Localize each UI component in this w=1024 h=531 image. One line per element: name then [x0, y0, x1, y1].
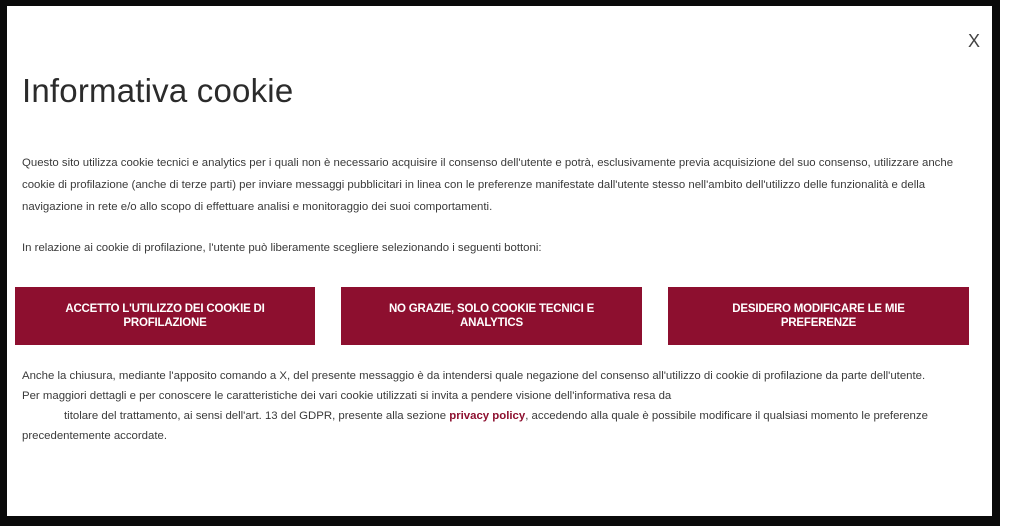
close-notice-text: Anche la chiusura, mediante l'apposito comando a X, del presente messaggio è da intendersi quale negazione del consenso all'utilizzo di cookie di profilazione da parte dell'utente.: [22, 370, 926, 382]
modal-title: Informativa cookie: [22, 72, 294, 109]
details-notice-text: Per maggiori dettagli e per conoscere le caratteristiche dei vari cookie utilizzati si invita a pendere visione dell'informativa resa da: [22, 390, 672, 402]
privacy-notice-before-link: titolare del trattamento, ai sensi dell'art. 13 del GDPR, presente alla sezione: [64, 410, 450, 422]
cookie-footer-notes: [22, 366, 972, 446]
consent-button-row: [15, 287, 975, 345]
close-button[interactable]: X: [967, 31, 980, 51]
accept-profiling-cookies-button[interactable]: ACCETTO L'UTILIZZO DEI COOKIE DI PROFILAZIONE: [15, 287, 315, 345]
technical-cookies-only-button[interactable]: NO GRAZIE, SOLO COOKIE TECNICI E ANALYTICS: [341, 287, 642, 345]
privacy-policy-link[interactable]: privacy policy: [449, 410, 526, 422]
cookie-description-paragraph: Questo sito utilizza cookie tecnici e analytics per i quali non è necessario acquisire il consenso dell'utente e potrà, esclusivamente previa acquisizione del suo consenso, utilizzare anche cookie di profilazione (anche di terze parti) per inviare messaggi pubblicitari in linea con le preferenze manifestate dall'utente stesso nell'ambito dell'utilizzo delle funzionalità e della navigazione in rete e/o allo scopo di effettuare analisi e monitoraggio dei suoi comportamenti.: [22, 157, 954, 213]
privacy-notice-after-link: , accedendo alla quale è possibile modificare il qualsiasi momento le preferenze precedentemente accordate.: [22, 410, 928, 442]
cookie-choice-instruction: In relazione ai cookie di profilazione, l'utente può liberamente scegliere selezionando i seguenti bottoni:: [22, 242, 542, 254]
cookie-consent-modal: [7, 6, 992, 516]
privacy-policy-notice: [22, 406, 972, 446]
modify-preferences-button[interactable]: DESIDERO MODIFICARE LE MIE PREFERENZE: [668, 287, 969, 345]
